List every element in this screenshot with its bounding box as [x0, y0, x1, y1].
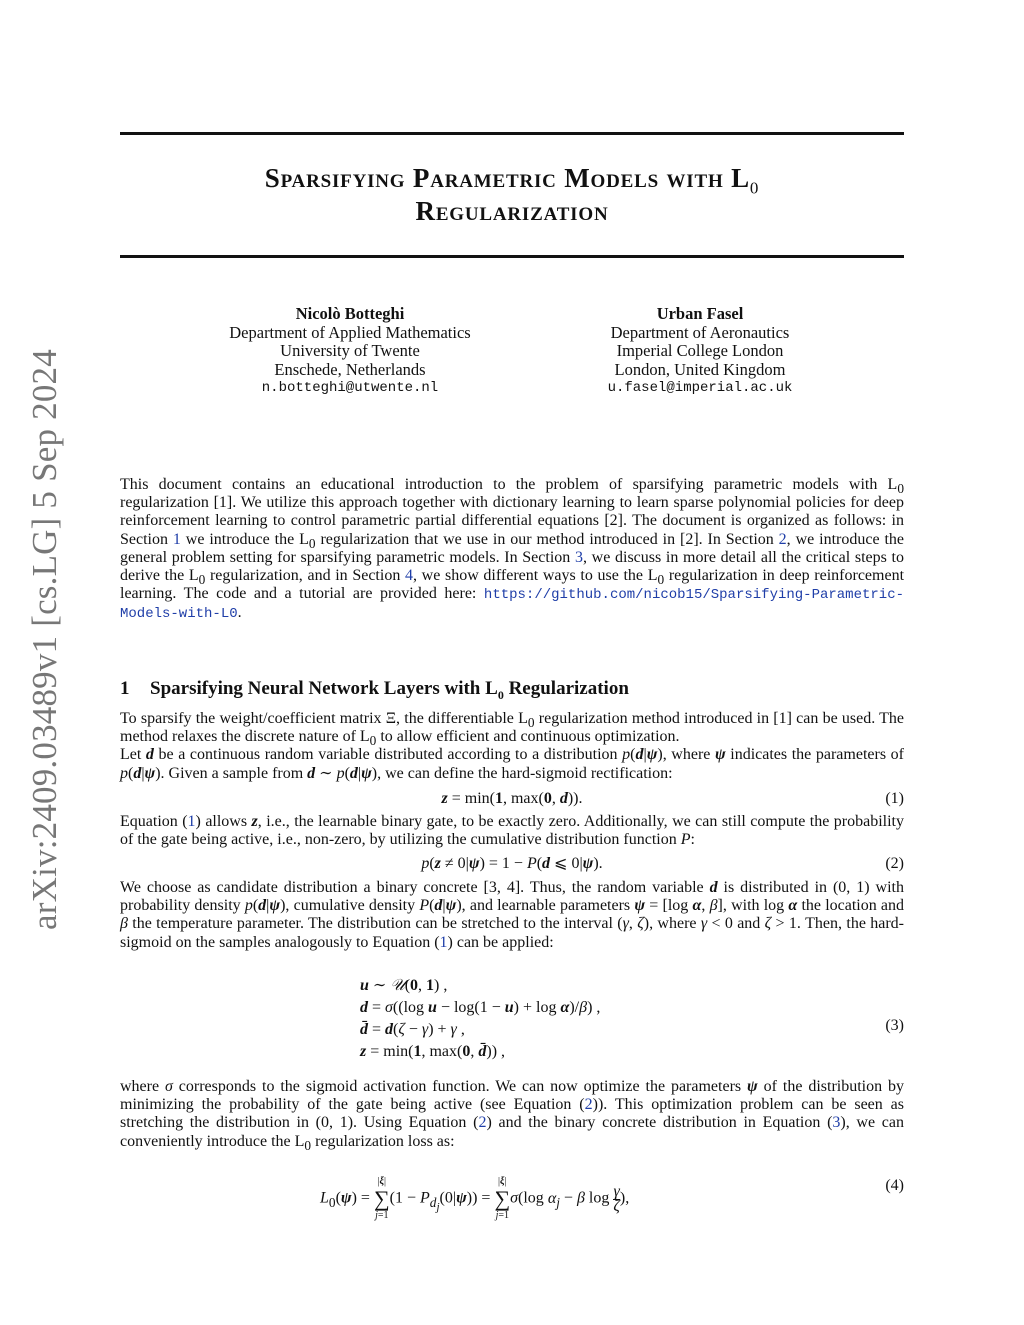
abstract-paragraph: This document contains an educational introduction to the problem of sparsifying parametric models with $L_0$ regularization [1]. We utilize this approach together with dictionary learning to learn sparse polynomial policies for deep reinforcement learning to control parametric partial differential equations [2]. The document is organized as follows: in Section 1 we introduce the $L_0$ regularization that we use in our method introduced in [2]. In Section 2, we introduce the general problem setting for sparsifying parametric models. In Section 3, we discuss in more detail all the critical steps to derive the $L_0$ regularization, and in Section 4, we show different ways to use the $L_0$ regularization in deep reinforcement learning. The code and a tutorial are provided here: https://github.com/nicob15/Sparsifying-Parametric-Models-with-L0. — [120, 476, 905, 623]
equation-3: u ∼ 𝒰(0, 1) , d = σ((log u − log(1 − u) + log α)/β) , d̄ = d(ζ − γ) + γ , z = min(1, max(0, d̄)) , (3) — [360, 977, 904, 1060]
author-institution: University of Twente — [280, 341, 420, 360]
section-1-paragraph-2: Equation (1) allows z, i.e., the learnable binary gate, to be exactly zero. Additionally, we can still compute the probability of the gate being active, i.e., non-zero, by utilizing the cumulative distribution function P: — [120, 813, 905, 849]
paper-title — [120, 162, 904, 228]
section-1-paragraph-3: We choose as candidate distribution a binary concrete [3, 4]. Thus, the random variable d is distributed in (0, 1) with probability density p(d|ψ), cumulative density P(d|ψ), and learnable parameters ψ = [log α, β], with log α the location and β the temperature parameter. The distribution can be stretched to the interval (γ, ζ), where γ < 0 and ζ > 1. Then, the hard-sigmoid on the samples analogously to Equation (1) can be applied: — [120, 879, 905, 951]
author-email[interactable]: n.botteghi@utwente.nl — [261, 380, 439, 396]
author-block-2 — [530, 305, 870, 398]
equation-ref-link[interactable]: 1 — [439, 933, 448, 951]
author-institution: Imperial College London — [616, 341, 784, 360]
github-url-link[interactable]: https://github.com/nicob15/Sparsifying-Parametric-Models-with-L0 — [120, 587, 904, 623]
author-name: Urban Fasel — [656, 304, 744, 323]
equation-number: (3) — [885, 1017, 904, 1034]
author-name: Nicolò Botteghi — [295, 304, 405, 323]
section-ref-link[interactable]: 2 — [778, 530, 787, 548]
title-line-2: Regularization — [415, 196, 609, 226]
author-location: Enschede, Netherlands — [274, 359, 426, 379]
equation-ref-link[interactable]: 2 — [478, 1114, 487, 1132]
section-1-paragraph-4: where σ corresponds to the sigmoid activation function. We can now optimize the parameters ψ of the distribution by minimizing the probability of the gate being active (see Equation (2)). This optimization problem can be seen as stretching the distribution in (0, 1). Using Equation (2) and the binary concrete distribution in Equation (3), we can conveniently introduce the $L_0$ regularization loss as: — [120, 1078, 905, 1153]
equation-ref-link[interactable]: 3 — [832, 1114, 841, 1132]
author-location: London, United Kingdom — [614, 359, 786, 379]
equation-ref-link[interactable]: 2 — [584, 1096, 593, 1114]
equation-number: (2) — [885, 855, 904, 872]
equation-number: (1) — [885, 790, 904, 807]
author-block-1 — [180, 305, 520, 398]
section-1-heading: 1 Sparsifying Neural Network Layers with $L_0$ Regularization — [120, 678, 629, 702]
section-1-paragraph-1: To sparsify the weight/coefficient matrix Ξ, the differentiable $L_0$ regularization method introduced in [1] can be used. The method relaxes the discrete nature of $L_0$ to allow efficient and continuous optimization. Let d be a continuous random variable distributed according to a distribution p(d|ψ), where ψ indicates the parameters of p(d|ψ). Given a sample from d ∼ p(d|ψ), we can define the hard-sigmoid rectification: — [120, 710, 905, 782]
section-ref-link[interactable]: 1 — [172, 530, 181, 548]
title-bottom-rule — [120, 255, 904, 258]
equation-2: p(z ≠ 0|ψ) = 1 − P(d ⩽ 0|ψ). (2) — [421, 855, 904, 872]
author-email[interactable]: u.fasel@imperial.ac.uk — [607, 380, 793, 396]
title-top-rule — [120, 132, 904, 135]
section-ref-link[interactable]: 4 — [404, 567, 413, 585]
equation-ref-link[interactable]: 1 — [187, 813, 196, 830]
equation-4: $L_0(\psi)$ = |ξ| ∑ j=1 $(1 - P_{d_j}(0|\psi))$ = |ξ| ∑ j=1 σ(log $\alpha_j - \beta$ log $\frac{\gamma}{\zeta}$ ), (4) — [320, 1176, 904, 1221]
arxiv-identifier-stamp: arXiv:2409.03489v1 [cs.LG] 5 Sep 2024 — [25, 349, 64, 930]
equation-number: (4) — [885, 1177, 904, 1194]
author-department: Department of Aeronautics — [610, 322, 790, 342]
author-department: Department of Applied Mathematics — [229, 322, 471, 342]
equation-1: z = min(1, max(0, d)). (1) — [441, 790, 904, 807]
section-ref-link[interactable]: 3 — [574, 548, 583, 566]
title-line-1: Sparsifying Parametric Models with $L_0$ — [264, 163, 760, 198]
